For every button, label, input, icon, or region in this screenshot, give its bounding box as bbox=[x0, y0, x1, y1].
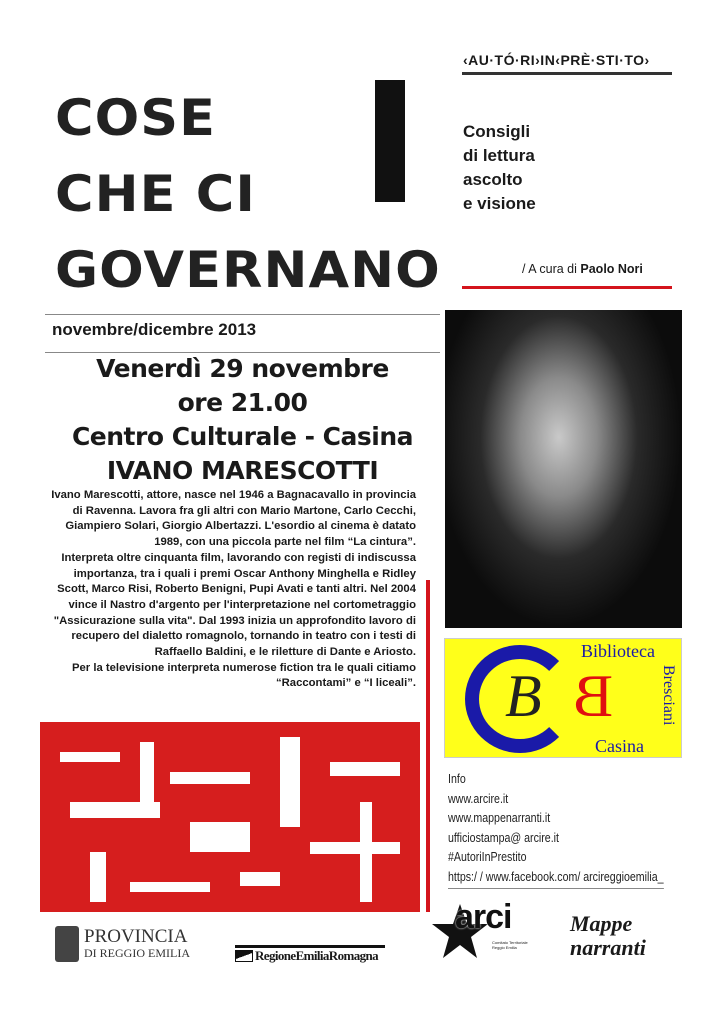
bio-paragraph: Ivano Marescotti, attore, nasce nel 1946 a Bagnacavallo in provincia di Ravenna. Lavora fra gli altri con Mario Martone, Carlo Cecchi, Giampiero Solari, Giorgio Albertazzi. L'esordio al cinema è datato 1989, con una piccola parte nel film “La cintura”. bbox=[51, 489, 416, 549]
title-line: CHE CI bbox=[55, 165, 256, 223]
event-heading bbox=[40, 352, 445, 488]
info-link[interactable]: www.arcire.it bbox=[448, 791, 509, 806]
event-guest: IVANO MARESCOTTI bbox=[106, 456, 379, 485]
event-place: Centro Culturale - Casina bbox=[71, 422, 414, 451]
provincia-crest-icon bbox=[55, 926, 79, 962]
title-line: COSE bbox=[55, 89, 217, 147]
divider bbox=[45, 314, 440, 315]
mappe-line: Mappe bbox=[570, 911, 633, 936]
mappe-narranti-logo bbox=[570, 912, 646, 960]
info-email[interactable]: ufficiostampa@ arcire.it bbox=[448, 830, 559, 845]
b-letter-mirrored: B bbox=[573, 663, 614, 729]
provincia-sub: DI REGGIO EMILIA bbox=[84, 946, 190, 960]
divider bbox=[462, 72, 672, 75]
info-hashtag: #AutoriInPrestito bbox=[448, 850, 527, 865]
title-line: GOVERNANO bbox=[55, 241, 441, 299]
event-time: ore 21.00 bbox=[177, 388, 308, 417]
event-day: Venerdì 29 novembre bbox=[96, 354, 389, 383]
subtitle-line: Consigli bbox=[463, 122, 531, 141]
subtitle-line: di lettura bbox=[463, 146, 535, 165]
red-rule bbox=[426, 580, 430, 912]
arci-sub-line: Comitato Territoriale bbox=[492, 940, 528, 945]
arci-logo: arci bbox=[455, 898, 512, 936]
curator-name: Paolo Nori bbox=[580, 262, 643, 276]
provincia-name: PROVINCIA bbox=[84, 926, 188, 947]
info-link[interactable]: https:/ / www.facebook.com/ arcireggioemilia_ bbox=[448, 868, 664, 889]
arci-sub-line: Reggio Emilia bbox=[492, 945, 517, 950]
subtitle-line: ascolto bbox=[463, 170, 523, 189]
series-name: ‹AU·TÓ·RI›IN‹PRÈ·STI·TO› bbox=[463, 52, 650, 68]
curator bbox=[522, 262, 643, 276]
library-name: Bresciani bbox=[660, 665, 677, 726]
bio-paragraph: Per la televisione interpreta numerose fiction tra le quali citiamo “Raccontami” e “I liceali”. bbox=[71, 661, 416, 690]
library-name: Biblioteca bbox=[581, 641, 655, 661]
portrait-photo bbox=[445, 310, 682, 628]
info-label: Info bbox=[448, 772, 466, 786]
period: novembre/dicembre 2013 bbox=[52, 320, 257, 339]
info-link[interactable]: www.mappenarranti.it bbox=[448, 811, 551, 826]
biography bbox=[40, 488, 416, 692]
divider bbox=[462, 286, 672, 289]
arci-sub bbox=[492, 940, 528, 950]
provincia-logo bbox=[84, 927, 190, 961]
mappe-line: narranti bbox=[570, 935, 646, 960]
subtitle bbox=[463, 120, 536, 216]
subtitle-line: e visione bbox=[463, 194, 536, 213]
regione-flag-icon bbox=[235, 950, 253, 962]
regione-logo: RegioneEmiliaRomagna bbox=[255, 948, 379, 963]
b-letter: B bbox=[505, 663, 542, 729]
abstract-artwork bbox=[40, 722, 420, 912]
library-town: Casina bbox=[595, 736, 644, 756]
curator-prefix: / A cura di bbox=[522, 262, 577, 276]
poster-title bbox=[55, 80, 441, 308]
decorative-bar bbox=[375, 80, 405, 202]
bio-paragraph: Interpreta oltre cinquanta film, lavorando con registi di indiscussa importanza, tra i quali i premi Oscar Anthony Minghella e Ridley Scott, Marco Risi, Roberto Benigni, Pupi Avati e tanti altri. Nel 2004 vince il Nastro d'argento per l'interpretazione nel cortometraggio "Assicurazione sulla vita". Dal 1993 inizia un approfondito lavoro di recupero del dialetto romagnolo, tornando in teatro con i testi di Raffaello Baldini, e le riletture di Dante e Ariosto. bbox=[53, 551, 416, 659]
library-logo bbox=[444, 638, 682, 758]
info-block bbox=[448, 770, 664, 889]
